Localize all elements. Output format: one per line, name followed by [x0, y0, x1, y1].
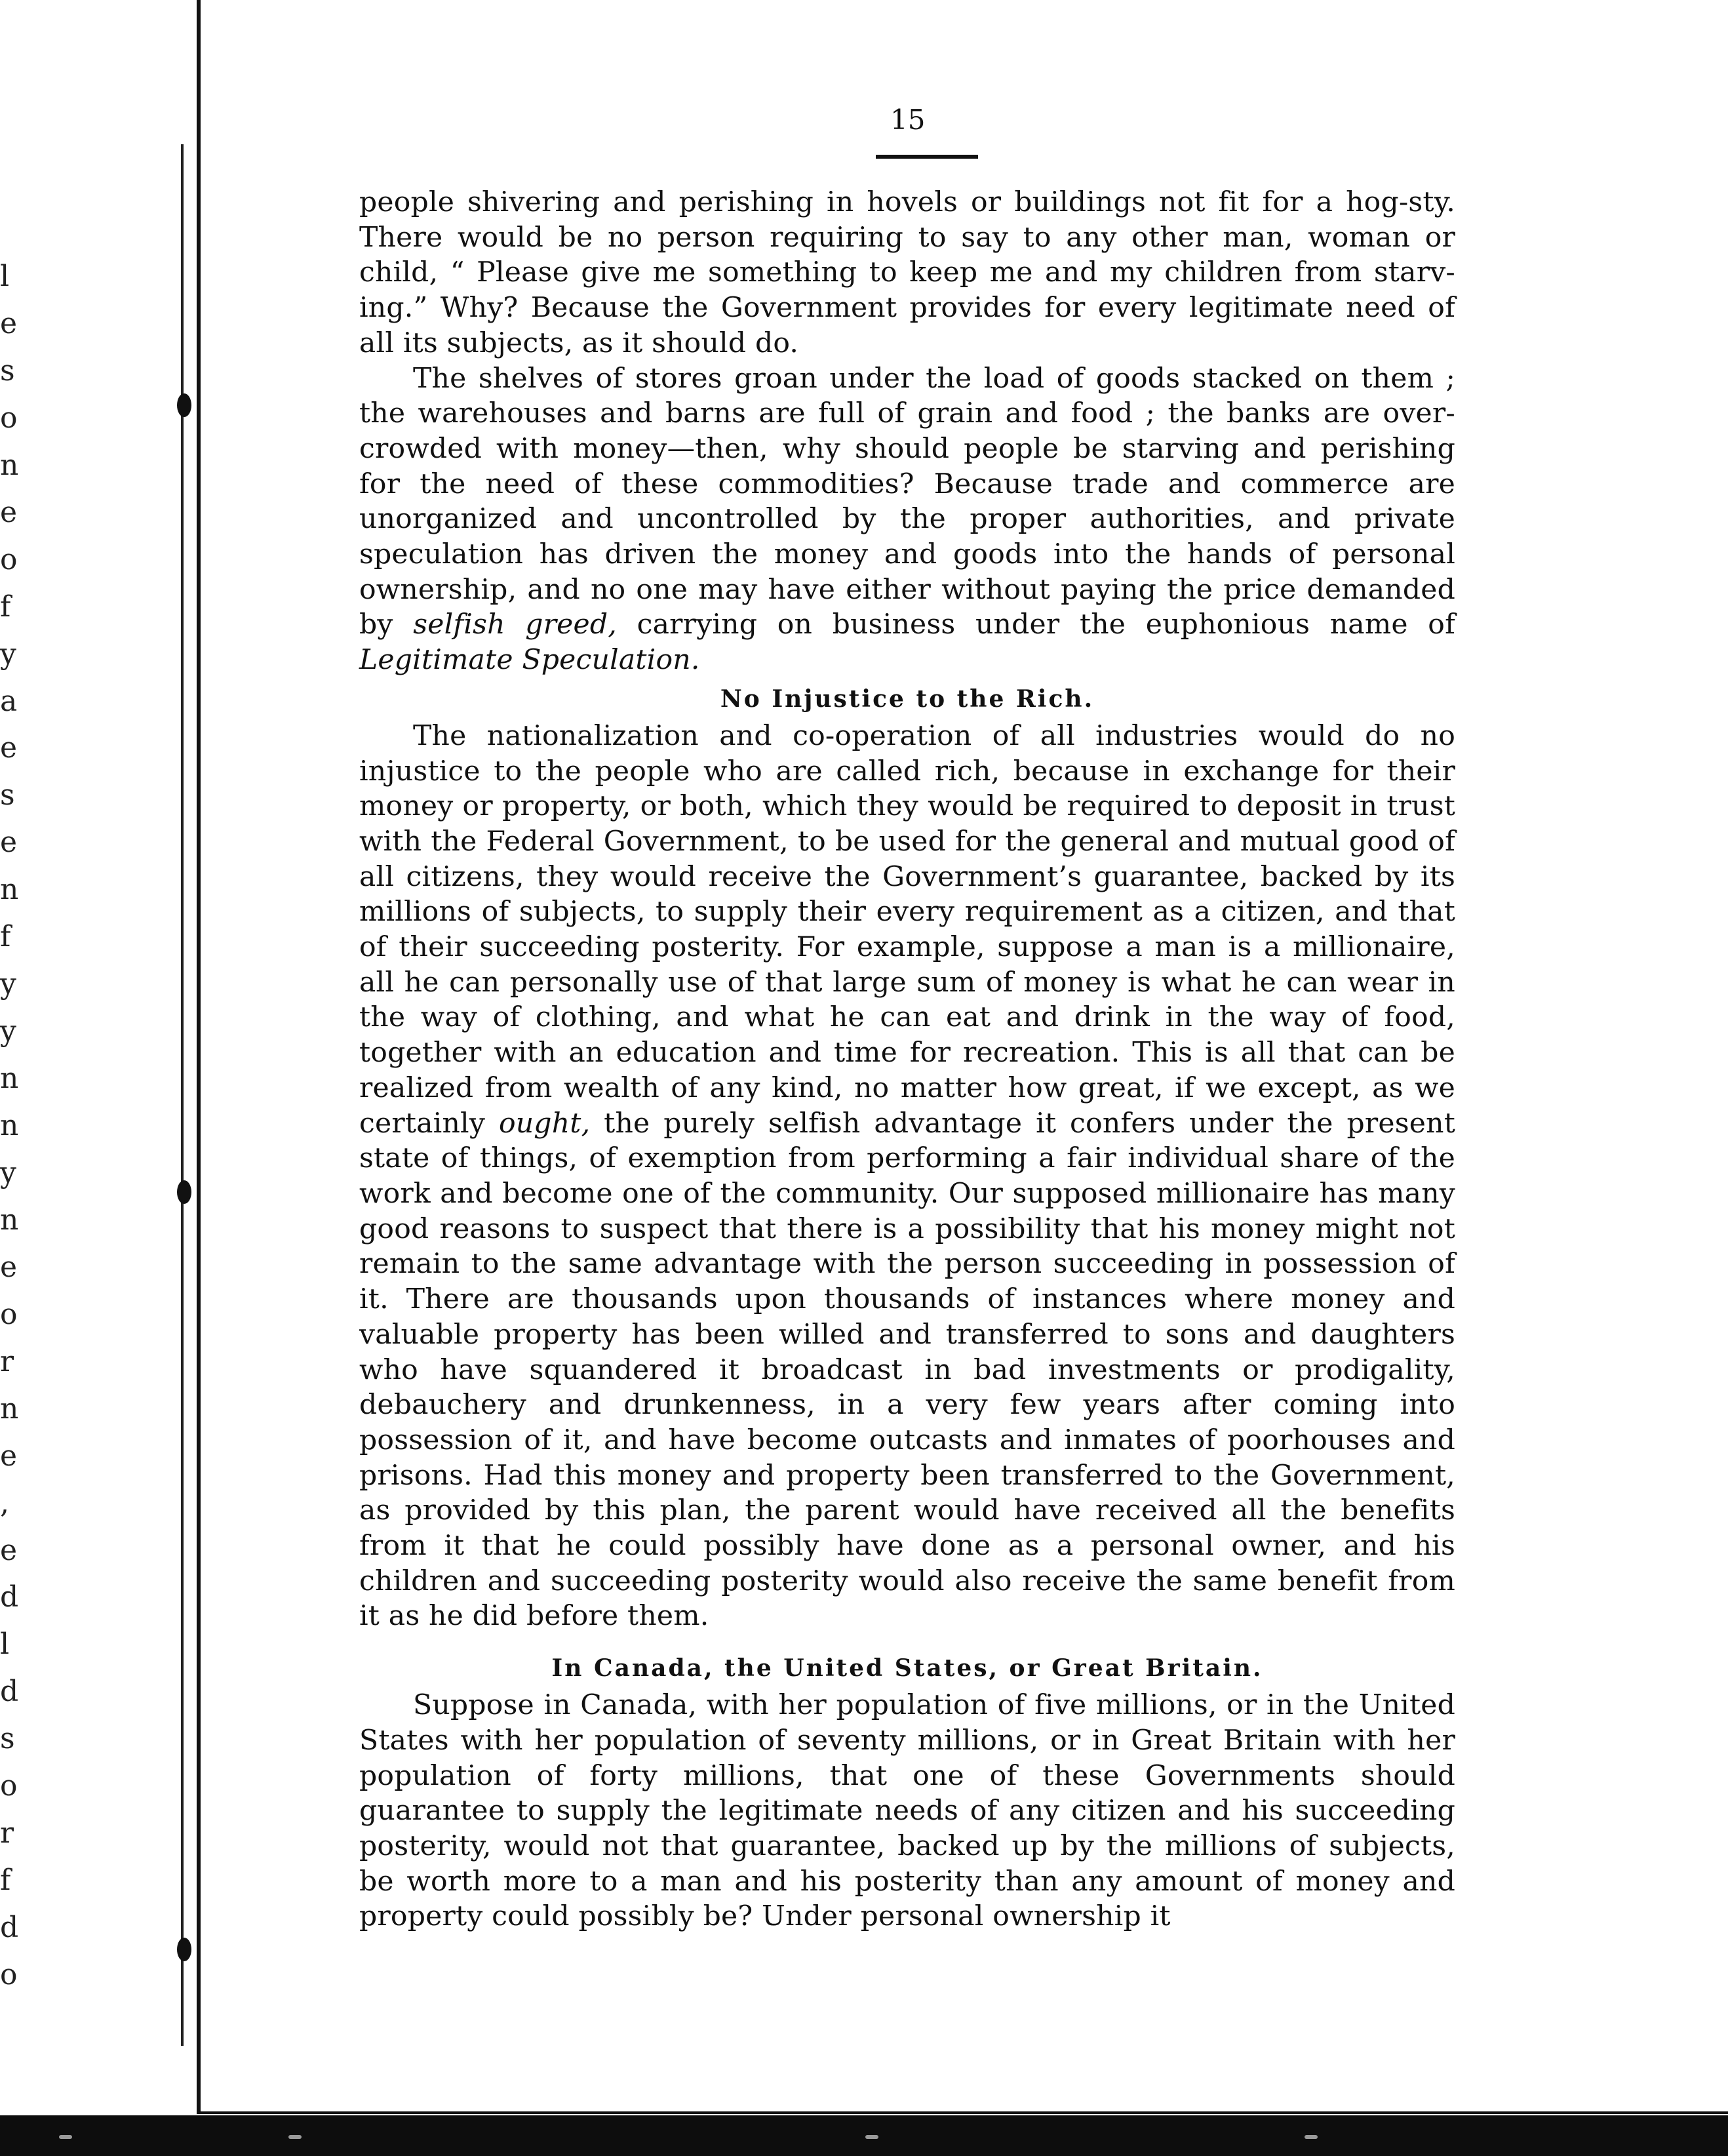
bleed-letter: ,: [0, 1487, 9, 1520]
bleed-letter: y: [0, 967, 16, 1001]
bleed-letter: n: [0, 1109, 19, 1142]
binding-margin: [0, 0, 216, 2156]
bleed-letter: o: [0, 543, 18, 576]
bleed-letter: l: [0, 1627, 10, 1661]
section-heading: In Canada, the United States, or Great Britain.: [551, 1654, 1263, 1683]
bleed-letter: a: [0, 685, 18, 718]
page-bottom-rule: [197, 2111, 1728, 2114]
paragraph: people shivering and perishing in hovels or buildings not fit for a hog-sty. There would be no person requiring to say to any other man, woman or child, “ Please give me something to keep me and my children from starv- ing.” Why? Because the Government provides for every legitimate need of all its subjects, as it should do.: [359, 186, 1455, 359]
bleed-letter: o: [0, 1769, 18, 1803]
stitch-mark: [177, 1180, 191, 1204]
bleed-letter: d: [0, 1580, 19, 1614]
bleed-letter: r: [0, 1345, 14, 1378]
bleed-letter: n: [0, 1392, 19, 1426]
bleed-letter: d: [0, 1675, 19, 1708]
bleed-letter: n: [0, 1062, 19, 1095]
bleed-letter: e: [0, 731, 18, 765]
bleed-letter: f: [0, 590, 11, 624]
body-text: [359, 185, 1455, 1934]
bleed-letter: y: [0, 1156, 16, 1189]
stitch-mark: [177, 393, 191, 417]
bleed-letter: d: [0, 1911, 19, 1944]
paragraph: The nationalization and co-operation of all industries would do no injustice to the people who are called rich, because in exchange for their money or property, or both, which they would be required to deposit in trust with the Federal Government, to be used for the general and mutual good of all citizens, they would receive the Government’s guarantee, backed by its millions of subjects, to supply their every requirement as a citizen, and that of their succeeding posterity. For example, suppose a man is a millionaire, all he can personally use of that large sum of money is what he can wear in the way of clothing, and what he can eat and drink in the way of food, together with an education and time for recreation. This is all that can be realized from wealth of any kind, no matter how great, if we except, as we certainly ought, the purely selfish advantage it confers under the present state of things, of exemption from performing a fair individual share of the work and become one of the community. Our supposed millionaire has many good reasons to suspect that there is a possibility that his money might not remain to the same advantage with the person succeeding in possession of it. There are thousands upon thousands of instances where money and valuable property has been willed and transferred to sons and daughters who have squandered it broadcast in bad investments or prodigality, debauchery and drunkenness, in a very few years after coming into possession of it, and have become outcasts and inmates of poorhouses and prisons. Had this money and property been transferred to the Government, as provided by this plan, the parent would have received all the benefits from it that he could possibly have done as a personal owner, and his children and succeeding posterity would also receive the same benefit from it as he did before them.: [359, 719, 1455, 1633]
page-number: 15: [890, 104, 926, 136]
bleed-letter: s: [0, 354, 15, 388]
bleed-letter: f: [0, 1864, 11, 1897]
bleed-letter: y: [0, 637, 16, 671]
bleed-letter: n: [0, 1203, 19, 1237]
bleed-letter: e: [0, 307, 18, 340]
bleed-letter: e: [0, 1439, 18, 1473]
bleed-letter: f: [0, 920, 11, 953]
section-heading: No Injustice to the Rich.: [720, 685, 1095, 713]
facing-page-bleed: [0, 0, 26, 2156]
bleed-letter: e: [0, 1534, 18, 1567]
bleed-letter: e: [0, 1250, 18, 1284]
binding-thread: [181, 144, 184, 2046]
bleed-letter: e: [0, 826, 18, 859]
bleed-letter: e: [0, 496, 18, 529]
bleed-letter: n: [0, 873, 19, 906]
bleed-letter: o: [0, 401, 18, 435]
binding-edge-rule: [197, 0, 201, 2111]
page-number-rule: [876, 155, 978, 159]
bleed-letter: s: [0, 778, 15, 812]
stitch-mark: [177, 1938, 191, 1961]
scan-bottom-edge: [0, 2115, 1728, 2156]
paragraph: The shelves of stores groan under the load of goods stacked on them ; the warehouses and barns are full of grain and food ; the banks are over- crowded with money—then, why should people be starving and perishing for the need of these commodities? Because trade and commerce are unorganized and uncontrolled by the proper authorities, and private speculation has driven the money and goods into the hands of personal ownership, and no one may have either without paying the price demanded by selfish greed, carrying on business under the euphonious name of Legitimate Speculation.: [359, 362, 1455, 677]
paragraph: Suppose in Canada, with her population of five millions, or in the United States with her population of seventy millions, or in Great Britain with her population of forty millions, that one of these Governments should guarantee to supply the legitimate needs of any citizen and his succeeding posterity, would not that guarantee, backed up by the millions of subjects, be worth more to a man and his posterity than any amount of money and property could possibly be? Under personal ownership it: [359, 1689, 1455, 1933]
bleed-letter: l: [0, 260, 10, 293]
bleed-letter: r: [0, 1816, 14, 1850]
bleed-letter: o: [0, 1298, 18, 1331]
bleed-letter: y: [0, 1014, 16, 1048]
bleed-letter: n: [0, 449, 19, 482]
bleed-letter: s: [0, 1722, 15, 1755]
bleed-letter: o: [0, 1958, 18, 1991]
